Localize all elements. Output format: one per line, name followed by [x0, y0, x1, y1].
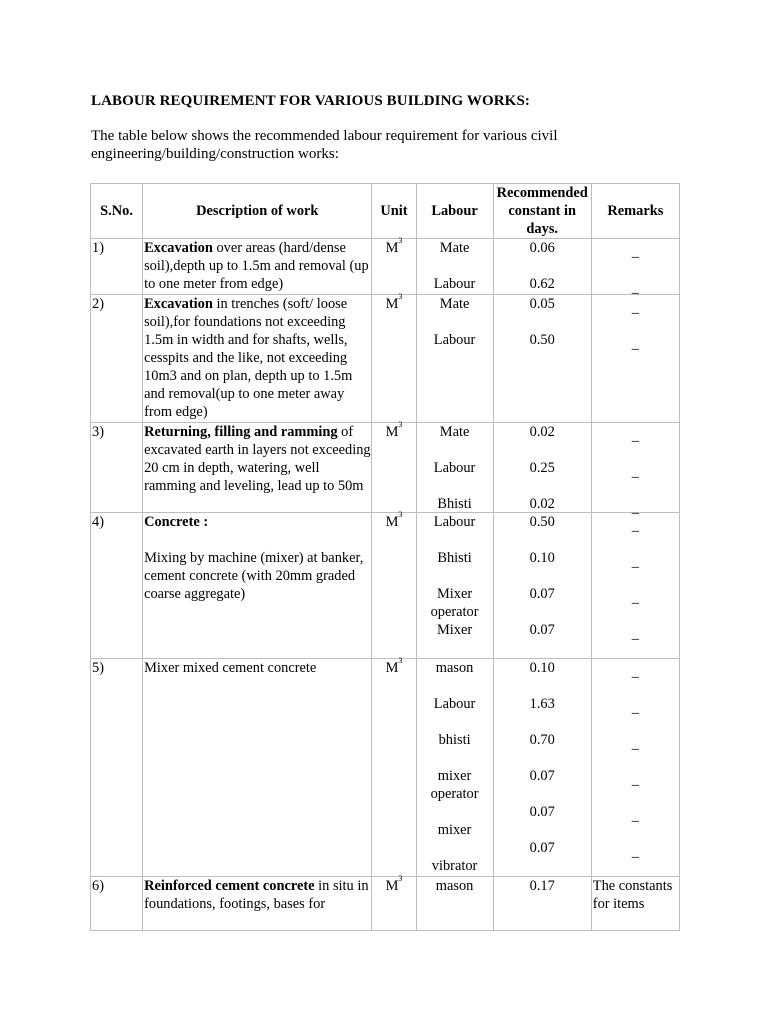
row-labour-entry: vibrator	[431, 858, 478, 874]
row-remarks-entry: _	[631, 736, 639, 752]
row-description	[143, 877, 372, 931]
unit-exponent: 3	[398, 292, 403, 301]
row-constant-entry: 0.07	[529, 804, 555, 820]
row-description	[143, 295, 372, 423]
row-description-text: of excavated earth in layers not exceeding 20 cm in depth, watering, well ramming and leveling, lead up to 50m	[144, 424, 371, 494]
row-labour-entry: mason	[435, 660, 474, 676]
row-remarks-entry: _	[631, 500, 639, 516]
row-remarks	[591, 659, 679, 877]
row-labour	[416, 877, 493, 931]
intro-line-1: The table below shows the recommended labour requirement for various civil	[91, 128, 558, 144]
unit-base: M	[385, 660, 399, 676]
row-labour-entry: mixer operator	[430, 768, 479, 802]
row-labour-entry: Labour	[433, 276, 476, 292]
row-description-bold: Excavation	[144, 296, 213, 312]
row-constant-entry: 0.25	[529, 460, 555, 476]
table-header-row	[91, 184, 680, 239]
row-constant	[493, 877, 591, 931]
row-remarks	[591, 295, 679, 423]
row-labour-entry: Labour	[433, 696, 476, 712]
row-remarks-entry: _	[631, 772, 639, 788]
row-labour	[416, 659, 493, 877]
row-sno: 2)	[91, 295, 143, 423]
row-remarks-stack	[592, 423, 679, 516]
row-remarks	[591, 423, 679, 516]
unit-base: M	[385, 240, 399, 256]
row-labour-entry: mason	[435, 878, 474, 894]
row-labour-entry: Mate	[439, 424, 470, 440]
table-row	[91, 513, 680, 659]
row-unit	[372, 236, 416, 295]
header-sno: S.No.	[91, 184, 143, 239]
row-description-text: over areas (hard/dense soil),depth up to 1.5m and removal (up to one meter from edge)	[144, 240, 369, 292]
header-recommended-line-2: constant in	[508, 203, 576, 219]
row-description	[143, 423, 372, 513]
row-labour-entry: Mate	[439, 296, 470, 312]
row-constant-entry: 0.05	[529, 296, 555, 312]
row-unit	[372, 292, 416, 423]
row-remarks-entry: _	[631, 300, 639, 316]
header-recommended	[493, 184, 591, 239]
header-description: Description of work	[143, 184, 372, 239]
row-constant-entry: 0.06	[529, 240, 555, 256]
row-remarks-entry: _	[631, 244, 639, 260]
row-constant	[493, 513, 591, 659]
row-description-text: Mixer mixed cement concrete	[144, 660, 317, 676]
header-labour: Labour	[416, 184, 493, 239]
row-remarks-stack	[592, 295, 679, 421]
row-remarks	[591, 239, 679, 295]
row-description-text: in situ in foundations, footings, bases for	[144, 878, 369, 912]
row-labour-entry: Bhisti	[437, 496, 472, 512]
row-remarks-entry: _	[631, 590, 639, 606]
row-constant-entry: 1.63	[529, 696, 555, 712]
row-description-bold: Reinforced cement concrete	[144, 878, 315, 894]
row-remarks-entry: _	[631, 428, 639, 444]
row-constant	[493, 295, 591, 423]
row-description-bold: Concrete :	[144, 514, 209, 530]
row-labour-stack	[417, 295, 493, 421]
row-sno: 1)	[91, 239, 143, 295]
row-constant	[493, 423, 591, 513]
row-constant-entry: 0.50	[529, 332, 555, 348]
description-gap	[144, 531, 371, 549]
row-labour	[416, 423, 493, 513]
row-remarks-stack	[592, 239, 679, 296]
row-remarks	[591, 513, 679, 659]
unit-base: M	[385, 424, 399, 440]
header-remarks: Remarks	[591, 184, 679, 239]
row-remarks-entry: _	[631, 336, 639, 352]
unit-base: M	[385, 514, 399, 530]
row-description-bold: Excavation	[144, 240, 213, 256]
unit-exponent: 3	[398, 874, 403, 883]
row-description-bold: Returning, filling and ramming	[144, 424, 338, 440]
row-constant-entry: 0.02	[529, 424, 555, 440]
header-recommended-line-3: days.	[526, 221, 559, 237]
row-description	[143, 239, 372, 295]
row-labour-entry: Labour	[433, 460, 476, 476]
row-constant-entry: 0.07	[529, 586, 555, 602]
row-labour-stack	[417, 659, 493, 875]
document-heading: LABOUR REQUIREMENT FOR VARIOUS BUILDING WORKS:	[91, 93, 530, 109]
header-unit: Unit	[372, 184, 416, 239]
header-recommended-line-1: Recommended	[496, 185, 588, 201]
row-remarks-entry: _	[631, 554, 639, 570]
row-unit	[372, 420, 416, 513]
table-row	[91, 295, 680, 423]
row-remarks-stack	[592, 659, 679, 875]
row-labour	[416, 513, 493, 659]
row-unit	[372, 874, 416, 931]
row-labour-entry: Bhisti	[437, 550, 472, 566]
row-remarks-entry: _	[631, 664, 639, 680]
row-labour-entry: bhisti	[438, 732, 471, 748]
row-constant	[493, 239, 591, 295]
row-labour-entry: Labour	[433, 514, 476, 530]
row-constant-entry: 0.17	[529, 878, 555, 894]
row-sno: 4)	[91, 513, 143, 659]
row-constant-stack	[494, 877, 591, 929]
row-labour-stack	[417, 423, 493, 511]
row-constant-stack	[494, 513, 591, 657]
table-row	[91, 423, 680, 513]
row-constant-entry: 0.07	[529, 768, 555, 784]
row-sno: 3)	[91, 423, 143, 513]
row-labour	[416, 295, 493, 423]
row-description-text: in trenches (soft/ loose soil),for foundations not exceeding 1.5m in width and for shafts, wells, cesspits and the like, not exceeding 10m3 and on plan, depth up to 1.5m and removal(up to one meter away from edge)	[144, 296, 353, 420]
unit-exponent: 3	[398, 510, 403, 519]
row-labour-entry: Mixer	[436, 622, 473, 638]
row-labour-stack	[417, 513, 493, 657]
table-row	[91, 877, 680, 931]
row-constant-entry: 0.10	[529, 660, 555, 676]
row-remarks-entry: _	[631, 844, 639, 860]
row-constant-entry: 0.07	[529, 622, 555, 638]
row-constant-entry: 0.62	[529, 276, 555, 292]
row-description-text: Mixing by machine (mixer) at banker, cement concrete (with 20mm graded coarse aggregate)	[144, 550, 364, 602]
row-labour-entry: Mate	[439, 240, 470, 256]
table-row	[91, 659, 680, 877]
row-remarks-entry: _	[631, 464, 639, 480]
row-remarks-entry: _	[631, 518, 639, 534]
row-constant-stack	[494, 659, 591, 875]
row-constant	[493, 659, 591, 877]
unit-exponent: 3	[398, 236, 403, 245]
intro-line-2: engineering/building/construction works:	[91, 146, 339, 162]
row-remarks-entry: _	[631, 700, 639, 716]
row-sno: 6)	[91, 877, 143, 931]
row-labour-stack	[417, 239, 493, 293]
unit-base: M	[385, 878, 399, 894]
row-labour-entry: Mixer operator	[430, 586, 479, 620]
row-constant-entry: 0.02	[529, 496, 555, 512]
row-constant-stack	[494, 239, 591, 293]
row-labour-entry: mixer	[437, 822, 472, 838]
row-labour-stack	[417, 877, 493, 929]
row-constant-entry: 0.50	[529, 514, 555, 530]
row-description	[143, 659, 372, 877]
row-labour	[416, 239, 493, 295]
labour-table	[90, 183, 680, 931]
row-unit	[372, 510, 416, 659]
row-constant-entry: 0.10	[529, 550, 555, 566]
row-unit	[372, 656, 416, 877]
row-constant-entry: 0.70	[529, 732, 555, 748]
row-remarks-entry: _	[631, 626, 639, 642]
row-description	[143, 513, 372, 659]
row-sno: 5)	[91, 659, 143, 877]
intro-paragraph	[91, 127, 611, 163]
unit-exponent: 3	[398, 656, 403, 665]
row-labour-entry: Labour	[433, 332, 476, 348]
row-constant-stack	[494, 295, 591, 421]
unit-exponent: 3	[398, 420, 403, 429]
row-remarks: The constants for items	[591, 877, 679, 931]
row-constant-stack	[494, 423, 591, 511]
row-remarks-entry: _	[631, 280, 639, 296]
row-constant-entry: 0.07	[529, 840, 555, 856]
table-row	[91, 239, 680, 295]
unit-base: M	[385, 296, 399, 312]
row-remarks-stack	[592, 513, 679, 657]
row-remarks-entry: _	[631, 808, 639, 824]
